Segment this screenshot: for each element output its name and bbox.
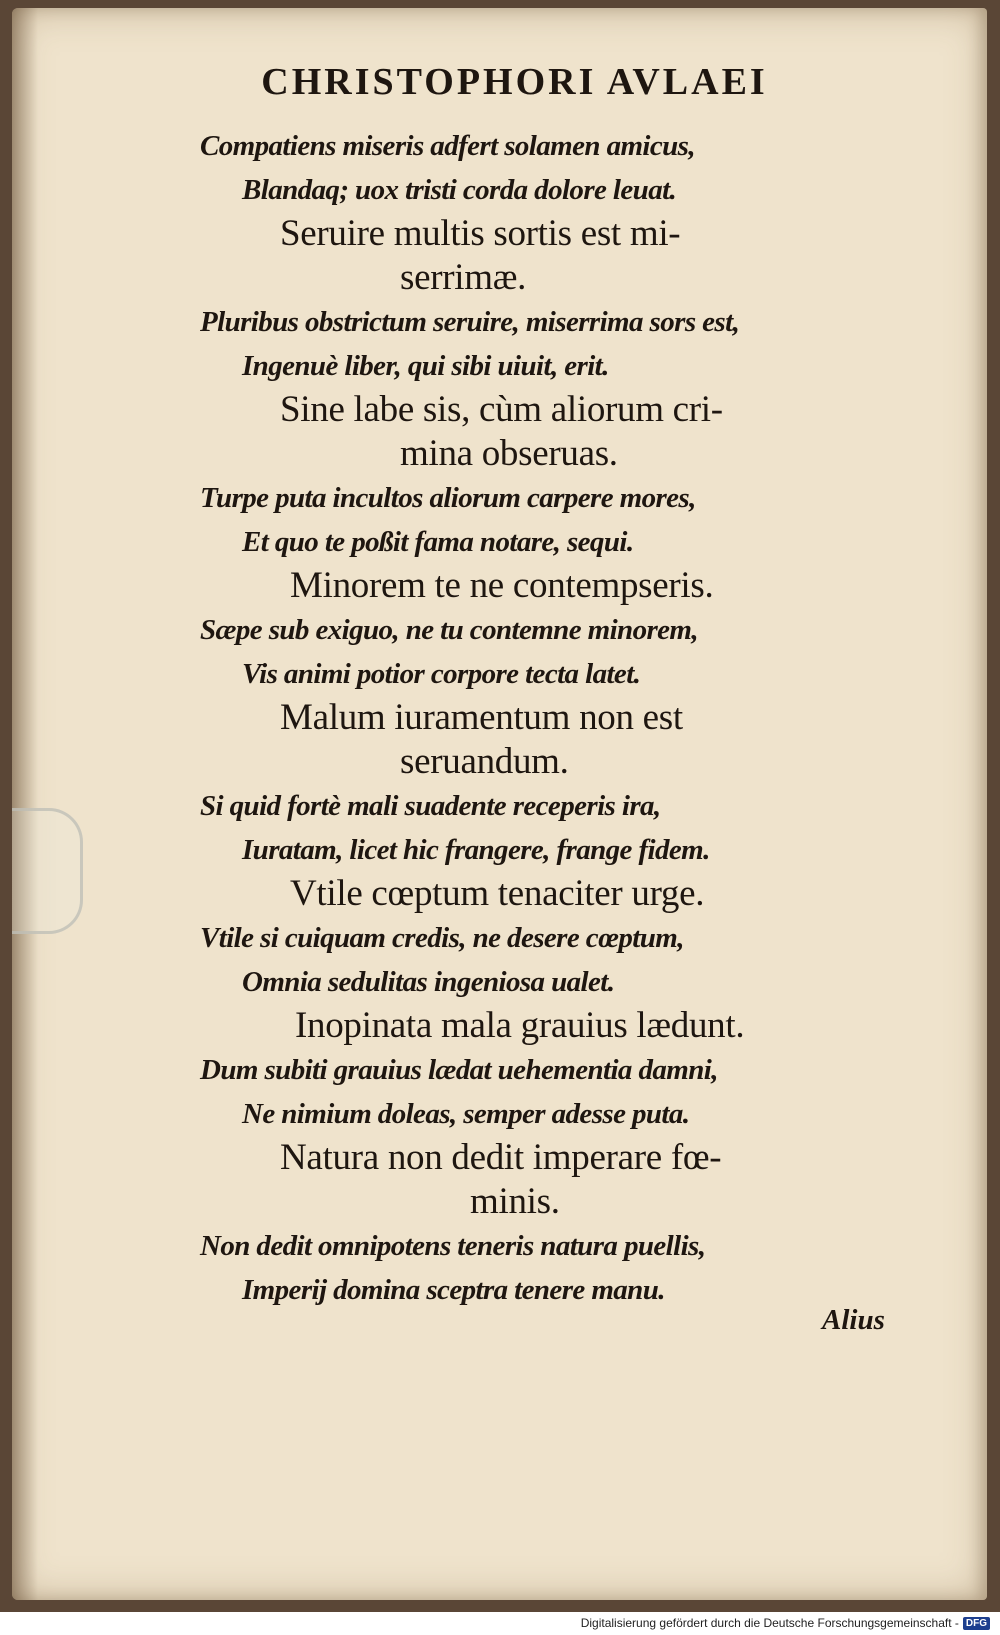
page-spine-shadow [12, 8, 38, 1600]
verse-line: Iuratam, licet hic frangere, frange fidem. [242, 834, 710, 866]
entry-heading-line: Vtile cœptum tenaciter urge. [290, 873, 705, 914]
entry-heading-line: mina obseruas. [400, 433, 618, 474]
verse-line: Imperij domina sceptra tenere manu. [242, 1274, 665, 1306]
verse-line: Pluribus obstrictum seruire, miserrima sors est, [200, 306, 740, 338]
footer-credit: Digitalisierung gefördert durch die Deutsche Forschungsgemeinschaft - [580, 1616, 959, 1630]
verse-line: Blandaq; uox tristi corda dolore leuat. [242, 174, 677, 206]
verse-line: Vis animi potior corpore tecta latet. [242, 658, 641, 690]
entry [200, 1004, 870, 1136]
entry-heading-line: Sine labe sis, cùm aliorum cri- [280, 389, 723, 430]
entry [200, 696, 870, 872]
catchword: Alius [822, 1304, 885, 1336]
entry [200, 212, 870, 388]
page-clip [12, 808, 83, 934]
entry [200, 124, 870, 212]
verse-line: Vtile si cuiquam credis, ne desere cœptum, [200, 922, 684, 954]
entry [200, 1136, 870, 1312]
verse-line: Si quid fortè mali suadente receperis ira, [200, 790, 661, 822]
running-head: CHRISTOPHORI AVLAEI [261, 61, 768, 103]
digitization-footer [581, 1616, 990, 1630]
entry-heading-line: Minorem te ne contempseris. [290, 565, 714, 606]
verse-line: Dum subiti grauius lædat uehementia damni, [200, 1054, 718, 1086]
entry [200, 564, 870, 696]
entry-heading-line: minis. [470, 1181, 560, 1222]
verse-line: Non dedit omnipotens teneris natura puellis, [200, 1230, 706, 1262]
entry-heading-line: Seruire multis sortis est mi- [280, 213, 681, 254]
entry-heading-line: Inopinata mala grauius lædunt. [295, 1005, 745, 1046]
verse-line: Ingenuè liber, qui sibi uiuit, erit. [242, 350, 609, 382]
entry-heading-line: Natura non dedit imperare fœ- [280, 1137, 722, 1178]
verse-line: Omnia sedulitas ingeniosa ualet. [242, 966, 615, 998]
entry [200, 872, 870, 1004]
dfg-logo-icon: DFG [963, 1617, 990, 1630]
entry-heading-line: serrimæ. [400, 257, 527, 298]
verse-line: Ne nimium doleas, semper adesse puta. [242, 1098, 690, 1130]
text-block [200, 124, 870, 1312]
verse-line: Et quo te poßit fama notare, sequi. [242, 526, 634, 558]
verse-line: Sæpe sub exiguo, ne tu contemne minorem, [200, 614, 699, 646]
entry [200, 388, 870, 564]
book-page [12, 8, 987, 1600]
entry-heading-line: seruandum. [400, 741, 569, 782]
verse-line: Compatiens miseris adfert solamen amicus, [200, 130, 696, 162]
entry-heading-line: Malum iuramentum non est [280, 697, 683, 738]
verse-line: Turpe puta incultos aliorum carpere mores, [200, 482, 696, 514]
